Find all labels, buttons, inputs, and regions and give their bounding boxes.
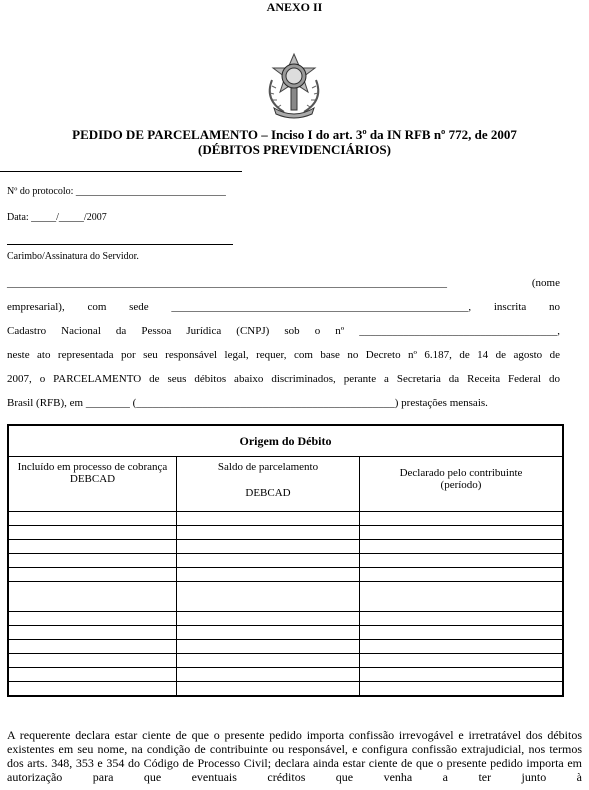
- document-title: [0, 127, 589, 157]
- request-line: empresarial), com sede ______________________________________________________, inscrita no: [7, 301, 560, 313]
- table-cell[interactable]: [177, 568, 360, 582]
- column-header-text: Saldo de parcelamento: [217, 461, 319, 473]
- annex-heading: ANEXO II: [266, 0, 323, 14]
- table-cell[interactable]: [8, 612, 177, 626]
- request-line: neste ato representada por seu responsável legal, requer, com base no Decreto nº 6.187, de 14 de agosto de: [7, 349, 560, 361]
- table-cell[interactable]: [360, 582, 564, 612]
- request-paragraph: [7, 271, 560, 415]
- table-cell[interactable]: [360, 682, 564, 696]
- table-cell[interactable]: [8, 626, 177, 640]
- header-divider: [0, 171, 242, 172]
- table-cell[interactable]: [177, 540, 360, 554]
- table-cell[interactable]: [177, 654, 360, 668]
- table-row: [8, 668, 563, 682]
- column-header-text: DEBCAD: [245, 487, 291, 499]
- table-cell[interactable]: [8, 640, 177, 654]
- column-header-collection: [8, 457, 177, 512]
- table-cell[interactable]: [177, 526, 360, 540]
- column-header-installment: [177, 457, 360, 512]
- column-header-declared: [360, 457, 564, 512]
- table-cell[interactable]: [360, 626, 564, 640]
- table-cell[interactable]: [8, 540, 177, 554]
- table-cell[interactable]: [360, 526, 564, 540]
- table-cell[interactable]: [177, 554, 360, 568]
- table-cell[interactable]: [360, 640, 564, 654]
- column-header-text: DEBCAD: [69, 473, 116, 485]
- table-cell[interactable]: [360, 512, 564, 526]
- table-cell[interactable]: [360, 654, 564, 668]
- request-line: 2007, o PARCELAMENTO de seus débitos abaixo discriminados, perante a Secretaria da Receita Federal do: [7, 373, 560, 385]
- protocol-number-field[interactable]: Nº do protocolo: ______________________________: [7, 186, 226, 197]
- signature-label: Carimbo/Assinatura do Servidor.: [7, 251, 139, 262]
- table-cell[interactable]: [177, 626, 360, 640]
- table-cell[interactable]: [360, 540, 564, 554]
- table-row: [8, 582, 563, 612]
- table-cell[interactable]: [177, 640, 360, 654]
- table-row: [8, 654, 563, 668]
- table-cell[interactable]: [177, 682, 360, 696]
- table-row: [8, 682, 563, 696]
- table-row: [8, 554, 563, 568]
- declaration-paragraph: A requerente declara estar ciente de que o presente pedido importa confissão irrevogável e irretratável dos débitos existentes em seu nome, na condição de contribuinte ou responsável, e configura confissão extrajudicial, nos termos dos arts. 348, 353 e 354 do Código de Processo Civil; declara ainda estar ciente de que o presente pedido importa em autorização para que eventuais créditos que venha a ter junto à: [7, 728, 582, 784]
- table-cell[interactable]: [8, 582, 177, 612]
- request-line: Brasil (RFB), em ________ (_______________________________________________) prestações mensais.: [7, 397, 488, 409]
- table-title: Origem do Débito: [8, 425, 563, 457]
- date-field[interactable]: Data: _____/_____/2007: [7, 212, 107, 223]
- table-cell[interactable]: [8, 512, 177, 526]
- column-header-text: Declarado pelo contribuinte: [399, 467, 523, 479]
- table-row: [8, 612, 563, 626]
- table-cell[interactable]: [360, 554, 564, 568]
- column-header-text: Incluído em processo de cobrança: [17, 461, 168, 473]
- table-cell[interactable]: [360, 668, 564, 682]
- table-cell[interactable]: [8, 654, 177, 668]
- table-cell[interactable]: [8, 568, 177, 582]
- table-row: [8, 568, 563, 582]
- table-cell[interactable]: [8, 668, 177, 682]
- signature-line: [7, 244, 233, 245]
- table-row: [8, 526, 563, 540]
- table-cell[interactable]: [177, 512, 360, 526]
- table-cell[interactable]: [177, 668, 360, 682]
- table-cell[interactable]: [360, 568, 564, 582]
- request-line: Cadastro Nacional da Pessoa Jurídica (CNPJ) sob o nº ____________________________________,: [7, 325, 560, 337]
- title-line-2: (DÉBITOS PREVIDENCIÁRIOS): [198, 142, 391, 157]
- table-row: [8, 626, 563, 640]
- coat-of-arms-icon: [258, 50, 330, 122]
- column-header-text: (período): [440, 479, 482, 491]
- table-row: [8, 540, 563, 554]
- debt-origin-table: [7, 424, 564, 697]
- table-cell[interactable]: [8, 554, 177, 568]
- table-cell[interactable]: [177, 612, 360, 626]
- table-cell[interactable]: [177, 582, 360, 612]
- table-cell[interactable]: [8, 682, 177, 696]
- request-line: ________________________________________________________________________________ (nome: [7, 277, 560, 289]
- title-line-1: PEDIDO DE PARCELAMENTO – Inciso I do art. 3º da IN RFB nº 772, de 2007: [72, 127, 517, 142]
- table-row: [8, 640, 563, 654]
- table-cell[interactable]: [8, 526, 177, 540]
- table-cell[interactable]: [360, 612, 564, 626]
- table-row: [8, 512, 563, 526]
